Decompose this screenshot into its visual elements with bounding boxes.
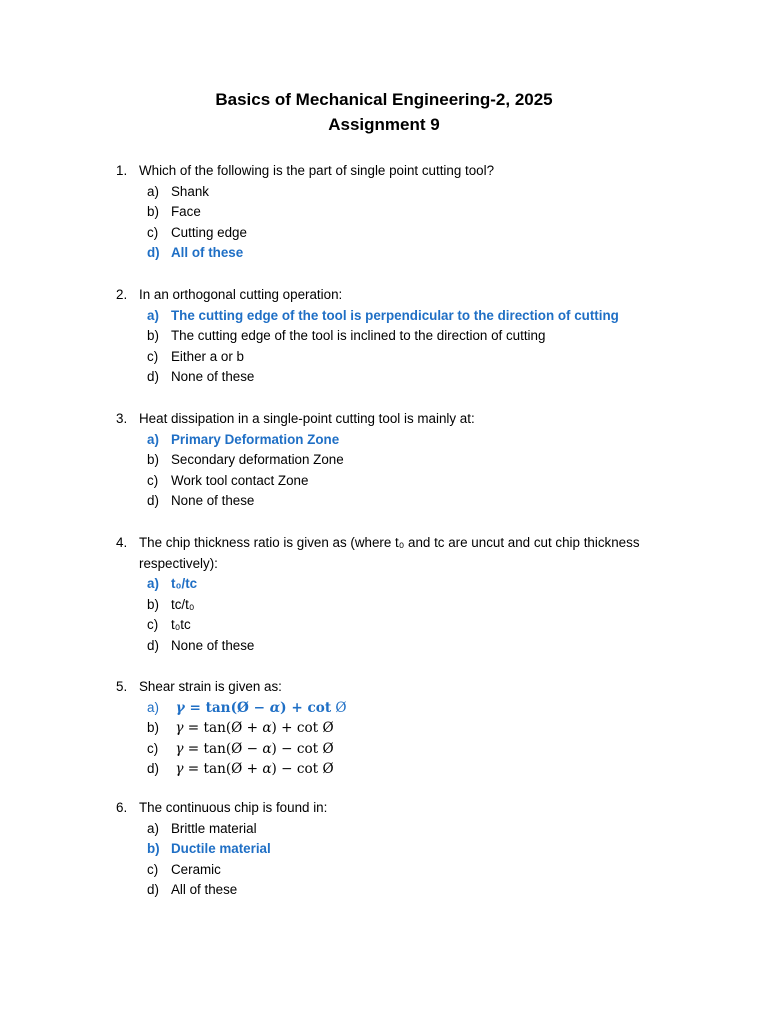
option-text: Work tool contact Zone <box>171 472 309 488</box>
option-text: Ceramic <box>171 861 221 877</box>
option-letter: b) <box>147 328 159 344</box>
cot-function: cot <box>296 740 319 757</box>
option-text: Cutting edge <box>171 224 247 240</box>
option-b <box>0 450 768 471</box>
alpha-symbol: α <box>262 720 272 737</box>
option-b <box>0 595 768 616</box>
option-letter: b) <box>147 596 159 612</box>
option-a-correct-answer <box>0 430 768 451</box>
operator: − <box>276 740 297 757</box>
shear-strain-formula <box>171 739 334 760</box>
option-letter: d) <box>147 369 159 385</box>
option-letter: a) <box>147 820 159 836</box>
option-text: Brittle material <box>171 820 257 836</box>
question-number: 5. <box>116 679 128 694</box>
gamma-symbol: γ <box>175 699 185 716</box>
option-letter: b) <box>147 720 159 736</box>
gamma-symbol: γ <box>175 761 184 778</box>
phi-symbol: Ø <box>318 761 334 778</box>
tan-function: tan <box>203 740 226 757</box>
alpha-symbol: α <box>262 761 272 778</box>
cot-function: cot <box>296 761 319 778</box>
alpha-symbol: α <box>262 740 272 757</box>
option-letter: c) <box>147 348 159 364</box>
document-title: Basics of Mechanical Engineering-2, 2025 <box>215 90 553 109</box>
tan-function: tan <box>203 761 226 778</box>
question-text: In an orthogonal cutting operation: <box>139 287 343 302</box>
question-number: 3. <box>116 411 128 426</box>
operator: − <box>276 761 297 778</box>
argument-close: ) <box>271 740 277 757</box>
operator: + <box>276 720 297 737</box>
option-letter: c) <box>147 740 159 756</box>
option-letter: b) <box>147 204 159 220</box>
option-text: The cutting edge of the tool is perpendicular to the direction of cutting <box>171 307 619 323</box>
option-c <box>0 471 768 492</box>
equals-sign: = <box>183 761 204 778</box>
option-letter: c) <box>147 861 159 877</box>
option-d-correct-answer <box>0 243 768 264</box>
question-text: The chip thickness ratio is given as (where t₀ and tc are uncut and cut chip thickness <box>139 535 640 550</box>
option-b-correct-answer <box>0 839 768 860</box>
option-b <box>0 326 768 347</box>
question-text: The continuous chip is found in: <box>139 800 328 815</box>
question-text: Heat dissipation in a single-point cutting tool is mainly at: <box>139 411 475 426</box>
equals-sign: = <box>183 740 204 757</box>
option-a <box>0 819 768 840</box>
phi-symbol: Ø <box>318 740 334 757</box>
option-letter: d) <box>147 245 160 261</box>
option-letter: d) <box>147 761 159 777</box>
option-letter: b) <box>147 452 159 468</box>
gamma-symbol: γ <box>175 740 184 757</box>
argument-open: (Ø + <box>225 761 263 778</box>
option-a-correct-answer <box>0 698 768 719</box>
option-letter: a) <box>147 699 159 715</box>
option-text: The cutting edge of the tool is inclined to the direction of cutting <box>171 328 546 344</box>
equals-sign: = <box>183 720 204 737</box>
option-a-correct-answer <box>0 306 768 327</box>
option-a <box>0 182 768 203</box>
question-number: 1. <box>116 163 128 178</box>
option-text: Secondary deformation Zone <box>171 452 344 468</box>
option-text: Face <box>171 204 201 220</box>
option-letter: d) <box>147 637 159 653</box>
option-letter: b) <box>147 841 160 857</box>
option-d <box>0 491 768 512</box>
question-number: 2. <box>116 287 128 302</box>
argument-close: ) <box>271 720 277 737</box>
option-text: tc/t₀ <box>171 596 195 612</box>
option-a-correct-answer <box>0 574 768 595</box>
phi-symbol: Ø <box>331 699 347 716</box>
option-d <box>0 367 768 388</box>
question-text: Shear strain is given as: <box>139 679 282 694</box>
option-b <box>0 202 768 223</box>
shear-strain-formula <box>171 718 334 739</box>
option-letter: a) <box>147 576 159 592</box>
shear-strain-formula <box>171 759 334 780</box>
question-text-continued: respectively): <box>139 555 218 571</box>
question-4 <box>0 533 768 657</box>
question-2 <box>0 285 768 388</box>
argument-open: (Ø − <box>225 740 263 757</box>
document-subtitle: Assignment 9 <box>328 115 440 134</box>
option-b <box>0 718 768 739</box>
option-letter: c) <box>147 617 159 633</box>
question-text: Which of the following is the part of single point cutting tool? <box>139 163 495 178</box>
option-d <box>0 759 768 780</box>
option-c <box>0 347 768 368</box>
option-c <box>0 739 768 760</box>
option-c <box>0 223 768 244</box>
option-text: None of these <box>171 369 255 385</box>
question-number: 6. <box>116 800 128 815</box>
question-5 <box>0 677 768 780</box>
option-letter: a) <box>147 431 159 447</box>
argument-close: ) <box>271 761 277 778</box>
option-letter: a) <box>147 183 159 199</box>
option-text: Primary Deformation Zone <box>171 431 340 447</box>
operator: + <box>286 699 308 716</box>
option-letter: c) <box>147 224 159 240</box>
question-1 <box>0 161 768 264</box>
option-d <box>0 880 768 901</box>
option-letter: a) <box>147 307 159 323</box>
phi-symbol: Ø <box>318 720 334 737</box>
option-text: None of these <box>171 637 255 653</box>
question-3 <box>0 409 768 512</box>
tan-function: tan <box>205 699 231 716</box>
option-d <box>0 636 768 657</box>
argument-close: ) <box>280 699 287 716</box>
option-text: All of these <box>171 882 238 898</box>
option-c <box>0 860 768 881</box>
option-text: t₀/tc <box>171 576 198 592</box>
question-6 <box>0 798 768 901</box>
argument-open: (Ø − <box>230 699 270 716</box>
alpha-symbol: α <box>269 699 281 716</box>
shear-strain-formula <box>171 698 347 719</box>
option-c <box>0 615 768 636</box>
question-number: 4. <box>116 535 128 550</box>
cot-function: cot <box>296 720 319 737</box>
option-letter: d) <box>147 882 159 898</box>
option-text: None of these <box>171 493 255 509</box>
cot-function: cot <box>307 699 332 716</box>
gamma-symbol: γ <box>175 720 184 737</box>
equals-sign: = <box>184 699 206 716</box>
option-text: Shank <box>171 183 209 199</box>
option-text: Either a or b <box>171 348 244 364</box>
option-text: Ductile material <box>171 841 271 857</box>
tan-function: tan <box>203 720 226 737</box>
option-letter: c) <box>147 472 159 488</box>
option-text: t₀tc <box>171 617 191 633</box>
option-text: All of these <box>171 245 244 261</box>
option-letter: d) <box>147 493 159 509</box>
argument-open: (Ø + <box>225 720 263 737</box>
